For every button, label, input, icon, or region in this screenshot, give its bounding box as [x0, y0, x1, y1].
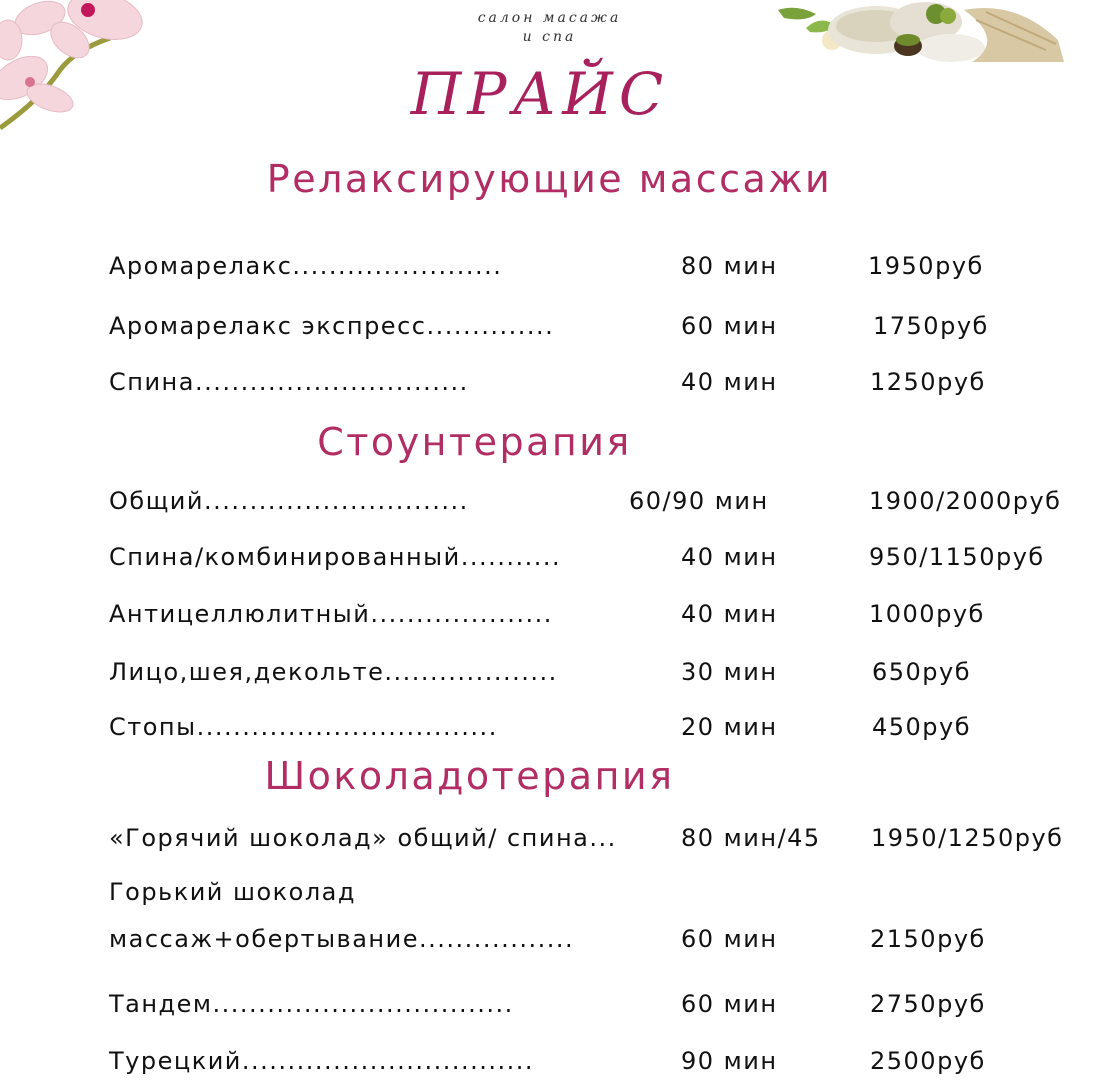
- service-name: Спина/комбинированный...........: [109, 543, 562, 571]
- service-price: 1950руб: [868, 252, 984, 280]
- service-duration: 40 мин: [681, 543, 778, 571]
- service-price: 950/1150руб: [869, 543, 1045, 571]
- service-name: Аромарелакс.......................: [109, 252, 503, 280]
- salon-name-line1: салон масажа: [477, 10, 622, 26]
- service-name: Тандем.................................: [109, 990, 514, 1018]
- service-duration: 80 мин: [681, 252, 778, 280]
- service-duration: 80 мин/45: [681, 824, 821, 852]
- service-price: 1900/2000руб: [869, 487, 1062, 515]
- section-title-stone-therapy: Стоунтерапия: [317, 420, 632, 464]
- service-price: 650руб: [872, 658, 972, 686]
- service-duration: 20 мин: [681, 713, 778, 741]
- section-title-chocolate-therapy: Шоколадотерапия: [264, 754, 675, 798]
- service-price: 1750руб: [873, 312, 989, 340]
- service-duration: 60 мин: [681, 312, 778, 340]
- service-name: Лицо,шея,декольте...................: [109, 658, 558, 686]
- service-name: Аромарелакс экспресс..............: [109, 312, 555, 340]
- service-duration: 60 мин: [681, 990, 778, 1018]
- service-price: 2750руб: [870, 990, 986, 1018]
- service-name: массаж+обертывание.................: [109, 925, 575, 953]
- service-duration: 60/90 мин: [629, 487, 769, 515]
- service-duration: 30 мин: [681, 658, 778, 686]
- service-name: Антицеллюлитный....................: [109, 600, 553, 628]
- service-name: «Горячий шоколад» общий/ спина...: [109, 824, 617, 852]
- service-name: Общий.............................: [109, 487, 469, 515]
- service-duration: 40 мин: [681, 600, 778, 628]
- salon-name-line2: и спа: [522, 29, 577, 45]
- service-duration: 60 мин: [681, 925, 778, 953]
- service-price: 2500руб: [870, 1047, 986, 1075]
- service-price: 450руб: [872, 713, 972, 741]
- service-name: Стопы.................................: [109, 713, 498, 741]
- service-price: 2150руб: [870, 925, 986, 953]
- service-price: 1950/1250руб: [871, 824, 1064, 852]
- service-duration: 90 мин: [681, 1047, 778, 1075]
- service-price: 1250руб: [870, 368, 986, 396]
- service-name-first-line: Горький шоколад: [109, 878, 356, 906]
- service-duration: 40 мин: [681, 368, 778, 396]
- service-name: Спина..............................: [109, 368, 469, 396]
- page-title: ПРАЙС: [410, 60, 670, 128]
- service-price: 1000руб: [869, 600, 985, 628]
- section-title-relaxing: Релаксирующие массажи: [266, 157, 833, 201]
- service-name: Турецкий................................: [109, 1047, 535, 1075]
